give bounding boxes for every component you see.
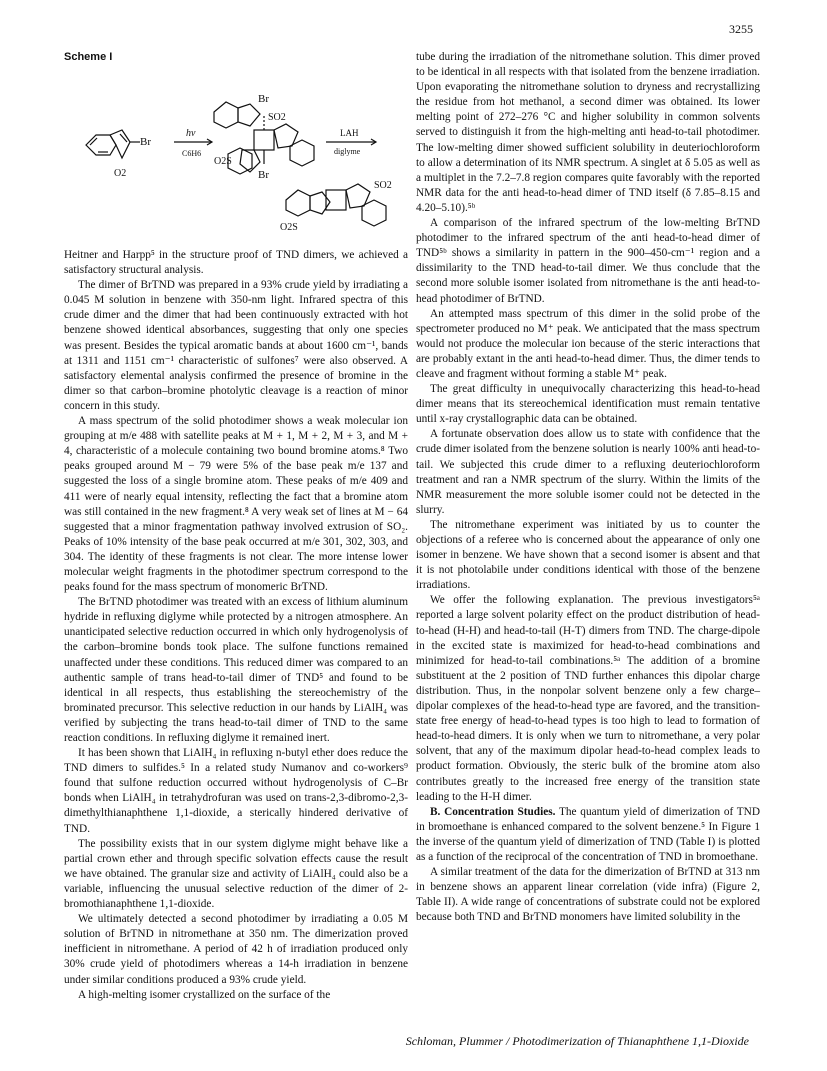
right-column-body (416, 50, 760, 925)
paragraph (416, 518, 760, 593)
scheme-br-top: Br (258, 93, 269, 105)
paragraph-text: A fortunate observation does allow us to state with confidence that the crude dimer isolated from the benzene solution is nearly 100% anti head-to-tail. We subjected this crude dimer to a refluxing deuteriochloroform treatment and ran a NMR spectrum of the slurry. Within the limits of the NMR measurement the more soluble isomer could not be detected in the slurry. (416, 428, 760, 516)
paragraph-text: The nitromethane experiment was initiated by us to counter the objections of a referee who is concerned about the appearance of only one isomer in benzene. We have shown that a second isomer is absent and that it is not photolabile under conditions identical with those of the benzene irradiations. (416, 518, 760, 592)
paragraph (416, 216, 760, 307)
paragraph-text: The BrTND photodimer was treated with an excess of lithium aluminum hydride in refluxing diglyme while protected by a nitrogen atmosphere. An unanticipated selective reduction occurred in which only hydrogenolysis of the carbon–bromine bonds took place. The sulfone functions remained unaffected under these conditions. This reduced dimer was compared to an authentic sample of trans head-to-tail dimer of TND⁵ and found to be identical in all respects, thus establishing the stereochemistry of the brominated precursor. This selective reduction in our hands by LiAlH₄ was verified by subjecting the trans head-to-tail dimer of TND to the same reaction conditions. In refluxing diglyme it remained inert. (64, 596, 408, 744)
paragraph (64, 248, 408, 278)
scheme-o2s-product: O2S (280, 222, 298, 233)
section-heading: B. Concentration Studies. (430, 805, 556, 818)
scheme-o2s-mid: O2S (214, 156, 232, 167)
paragraph (416, 865, 760, 925)
paragraph (416, 382, 760, 427)
paragraph (416, 50, 760, 216)
paragraph-text: A high-melting isomer crystallized on the surface of the (78, 988, 331, 1001)
paragraph (64, 988, 408, 1003)
paragraph (416, 593, 760, 804)
paragraph (416, 427, 760, 518)
paragraph-text: The great difficulty in unequivocally characterizing this head-to-head dimer means that its stereochemical identification must remain tentative until x-ray crystallographic data can be obtained. (416, 383, 760, 426)
paragraph (64, 746, 408, 837)
paragraph-text: A similar treatment of the data for the dimerization of BrTND at 313 nm in benzene shows an apparent linear correlation (vide infra) (Figure 2, Table II). A wide range of concentrations of substrate could not be explored because both TND and BrTND monomers have limited solubility in the (416, 866, 760, 924)
paragraph-text: tube during the irradiation of the nitromethane solution. This dimer proved to be identical in all respects with that isolated from the benzene irradiation. Upon evaporating the nitromethane solution to dryness and recrystallizing the residue from hot methanol, a second dimer was obtained. Its lower melting point of 272–276 °C and higher solubility in common solvents served to distinguish it from the high-melting anti head-to-tail photodimer. The low-melting dimer showed sufficient solubility in deuteriochloroform to allow a determination of its NMR spectrum. A singlet at δ 5.05 as well as a multiplet in the 7.2–7.8 region compares quite favorably with the reported NMR data for the anti head-to-head dimer of TND itself (δ 7.85–8.15 and 4.20–5.10).⁵ᵇ (416, 51, 760, 214)
paragraph-text: The quantum yield of dimerization of TND in bromoethane is enhanced compared to the solvent benzene.⁵ In Figure 1 the inverse of the quantum yield of dimerization of TND (Table I) is plotted as a function of the reciprocal of the concentration of TND in bromoethane. (416, 805, 760, 863)
scheme-figure (64, 50, 408, 248)
paragraph (64, 912, 408, 987)
paragraph (64, 414, 408, 595)
paragraph-text: Heitner and Harpp⁵ in the structure proof of TND dimers, we achieved a satisfactory structural analysis. (64, 249, 408, 277)
paragraph-text: We offer the following explanation. The previous investigators⁵ᵃ reported a large solvent polarity effect on the product distribution of head-to-head (H-H) and head-to-tail (H-T) dimers from TND. The charge-dipole in the excited state is maximized for head-to-head combinations and minimized for head-to-tail combinations.⁵ᵃ The addition of a bromine substituent at the 2 position of TND further enhances this dipolar charge distribution. Thus, in the nonpolar solvent benzene only a few charge–dipolar complexes of the head-to-head type are favored, and the transition-state free energy of head-to-head types is too high to lead to formation of head-to-head dimers. It is only when we turn to nitromethane, a very polar solvent, that any of the maximum dipolar head-to-head complex leads to product formation. Obviously, the steric bulk of the bromine atom also contributes greatly to the increased free energy of the transition state leading to the H-H dimer. (416, 594, 760, 803)
paragraph (64, 595, 408, 746)
paragraph-text: An attempted mass spectrum of this dimer in the solid probe of the spectrometer produced no M⁺ peak. We anticipated that the mass spectrum would not produce the molecular ion because of the steric interactions that are probably extant in the anti head-to-head dimer. Thus, the dimer tends to cleave and fragment without forming a stable M⁺ peak. (416, 307, 760, 380)
paragraph (64, 837, 408, 912)
running-footer: Schloman, Plummer / Photodimerization of Thianaphthene 1,1-Dioxide (405, 1034, 749, 1048)
scheme-so2-top: SO2 (268, 112, 286, 123)
paragraph-text: A mass spectrum of the solid photodimer shows a weak molecular ion grouping at m/e 488 with satellite peaks at M + 1, M + 2, M + 3, and M + 4, characteristic of a molecule containing two bound bromine atoms.⁸ Two peaks grouped around M − 79 were 5% of the base peak m/e 137 and suggested the loss of a single bromine atom. These peaks of m/e 409 and 411 were of nearly equal intensity, reflecting the fact that a bromine atom was still contained in the new fragment.⁸ A very weak set of lines at M − 64 suggested that a minor fragmentation pathway involved extrusion of SO₂. Peaks of 10% intensity of the base peak occurred at m/e 301, 302, 303, and 304. The identity of these fragments is not clear. The more intense lower molecular weight fragments in the photodimer spectrum correspond to the peaks found for the mass spectrum of monomeric BrTND. (64, 415, 408, 594)
paragraph-text: We ultimately detected a second photodimer by irradiating a 0.05 M solution of BrTND in nitromethane at 350 nm. The dimerization proved inefficient in nitromethane. A period of 42 h of irradiation produced only 30% crude yield of photodimers whereas a 14-h irradiation in benzene under similar conditions produced a 93% crude yield. (64, 913, 408, 986)
paragraph-text: A comparison of the infrared spectrum of the low-melting BrTND photodimer to the infrared spectrum of the anti head-to-head dimer of TND⁵ᵇ shows a similarity in pattern in the 900–450-cm⁻¹ region and a dissimilarity to the TND head-to-tail dimer. We thus conclude that the second more soluble isomer isolated from nitromethane is the anti head-to-head photodimer of BrTND. (416, 217, 760, 305)
scheme-so2-product: SO2 (374, 180, 392, 191)
scheme-br-substituent: Br (140, 136, 151, 148)
paragraph (64, 278, 408, 414)
scheme-o2-label: O2 (114, 168, 127, 179)
scheme-hv-label: hν (186, 128, 196, 139)
scheme-diagram (64, 50, 408, 248)
scheme-label: Scheme I (64, 51, 113, 63)
paragraph-text: The dimer of BrTND was prepared in a 93% crude yield by irradiating a 0.045 M solution in benzene with 350-nm light. Infrared spectra of this crude dimer and the dimer that had been continuously extracted with hot benzene showed identical absorbances, suggesting that only one species was present. Besides the typical aromatic bands at about 1600 cm⁻¹, bands at 1311 and 1151 cm⁻¹ characteristic of sulfones⁷ were also observed. A satisfactory elemental analysis confirmed the presence of bromine in the dimer so that carbon–bromine photolytic cleavage is a reaction of minor concern in this study. (64, 279, 408, 412)
paragraph (416, 805, 760, 865)
scheme-diglyme-label: diglyme (334, 147, 361, 156)
paragraph-text: It has been shown that LiAlH₄ in refluxing n-butyl ether does reduce the TND dimers to sulfides.⁵ In a related study Numanov and co-workers⁹ found that sulfone reduction occurred without hydrogenolysis of C–Br bonds when LiAlH₄ in tetrahydrofuran was used on trans-2,3-dibromo-2,3-dimethylthianaphthene 1,1-dioxide, a sterically hindered derivative of TND. (64, 747, 408, 835)
page-number: 3255 (729, 22, 753, 36)
paragraph (416, 307, 760, 382)
left-column-body (64, 248, 408, 1003)
scheme-br-bottom: Br (258, 169, 269, 181)
scheme-solvent-label: C6H6 (182, 149, 202, 158)
left-column (64, 50, 408, 1003)
scheme-lah-label: LAH (340, 128, 359, 138)
right-column (416, 50, 760, 925)
paragraph-text: The possibility exists that in our system diglyme might behave like a partial crown ether and through specific solvation effects cause the result we have obtained. The granular size and activity of LiAlH₄ could also be a variable, influencing the unusual selective reduction of the dimer of 2-bromothianaphthene 1,1-dioxide. (64, 837, 408, 911)
